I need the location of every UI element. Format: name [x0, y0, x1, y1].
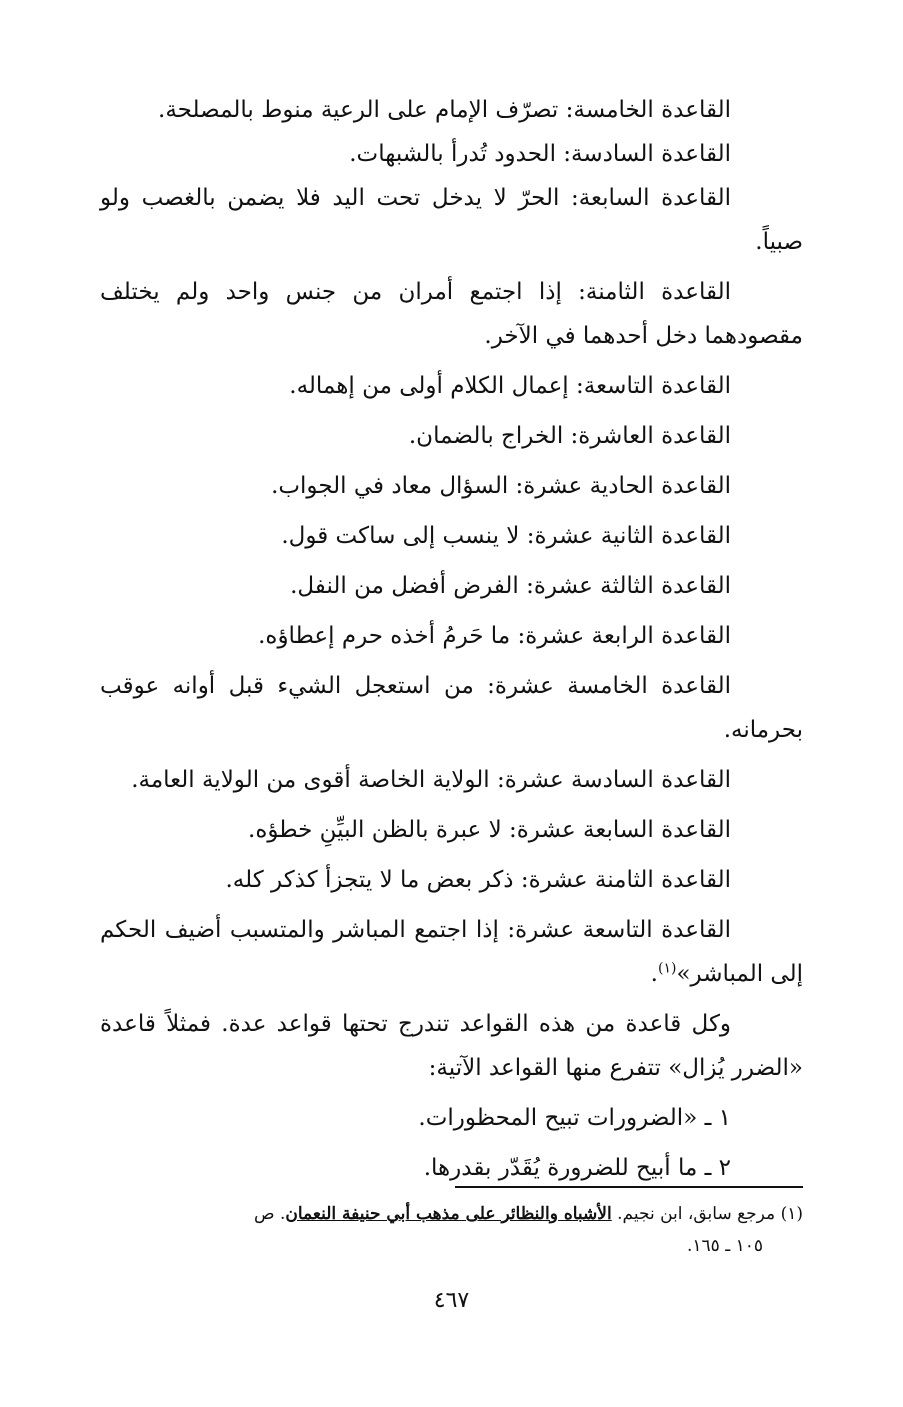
rule-7: القاعدة السابعة: الحرّ لا يدخل تحت اليد فلا يضمن بالغصب ولو — [100, 185, 731, 211]
rule-19-period: . — [650, 961, 658, 987]
footnote-pages: ١٠٥ ـ ١٦٥. — [686, 1236, 763, 1256]
rule-12: القاعدة الثانية عشرة: لا ينسب إلى ساكت قول. — [281, 523, 731, 549]
rule-15: القاعدة الخامسة عشرة: من استعجل الشيء قبل أوانه عوقب — [100, 673, 731, 699]
footnote-reference[interactable]: (١) — [657, 960, 677, 977]
rule-16: القاعدة السادسة عشرة: الولاية الخاصة أقوى من الولاية العامة. — [131, 767, 731, 793]
rule-15-cont: بحرمانه. — [723, 717, 803, 743]
rule-19: القاعدة التاسعة عشرة: إذا اجتمع المباشر والمتسبب أضيف الحكم — [100, 917, 731, 943]
rule-11: القاعدة الحادية عشرة: السؤال معاد في الجواب. — [271, 473, 731, 499]
footnote-text-after: . ص — [254, 1204, 286, 1224]
page-number: ٤٦٧ — [433, 1288, 470, 1313]
list-item-1: ١ ـ «الضرورات تبيح المحظورات. — [418, 1105, 731, 1131]
rule-9: القاعدة التاسعة: إعمال الكلام أولى من إهماله. — [289, 373, 731, 399]
footnote-marker: (١) — [780, 1204, 803, 1224]
footnote-line-1 — [100, 1198, 803, 1230]
rule-7-cont: صبياً. — [755, 229, 803, 255]
rule-10: القاعدة العاشرة: الخراج بالضمان. — [408, 423, 731, 449]
footnote-divider — [455, 1186, 803, 1188]
rule-6: القاعدة السادسة: الحدود تُدرأ بالشبهات. — [349, 141, 731, 167]
paragraph-each-rule: وكل قاعدة من هذه القواعد تندرج تحتها قواعد عدة. فمثلاً قاعدة — [100, 1011, 731, 1037]
rule-13: القاعدة الثالثة عشرة: الفرض أفضل من النفل. — [290, 573, 731, 599]
footnote-text-before: مرجع سابق، ابن نجيم. — [617, 1204, 776, 1224]
list-item-2: ٢ ـ ما أبيح للضرورة يُقَدّر بقدرها. — [423, 1155, 731, 1181]
rule-19-cont — [100, 952, 803, 996]
footnote-line-2 — [100, 1230, 803, 1262]
rule-8: القاعدة الثامنة: إذا اجتمع أمران من جنس واحد ولم يختلف — [100, 279, 731, 305]
rule-14: القاعدة الرابعة عشرة: ما حَرمُ أخذه حرم إعطاؤه. — [258, 623, 731, 649]
rule-18: القاعدة الثامنة عشرة: ذكر بعض ما لا يتجزأ كذكر كله. — [225, 867, 731, 893]
rule-19-cont-text: إلى المباشر» — [676, 961, 803, 987]
rule-5: القاعدة الخامسة: تصرّف الإمام على الرعية منوط بالمصلحة. — [158, 97, 731, 123]
rule-17: القاعدة السابعة عشرة: لا عبرة بالظن البيِّنِ خطؤه. — [248, 817, 731, 843]
rule-8-cont: مقصودهما دخل أحدهما في الآخر. — [484, 323, 803, 349]
paragraph-each-rule-cont: «الضرر يُزال» تتفرع منها القواعد الآتية: — [428, 1055, 803, 1081]
footnote — [100, 1198, 803, 1262]
footnote-title: الأشباه والنظائر على مذهب أبي حنيفة النعمان — [285, 1204, 612, 1224]
main-text — [100, 88, 803, 1190]
